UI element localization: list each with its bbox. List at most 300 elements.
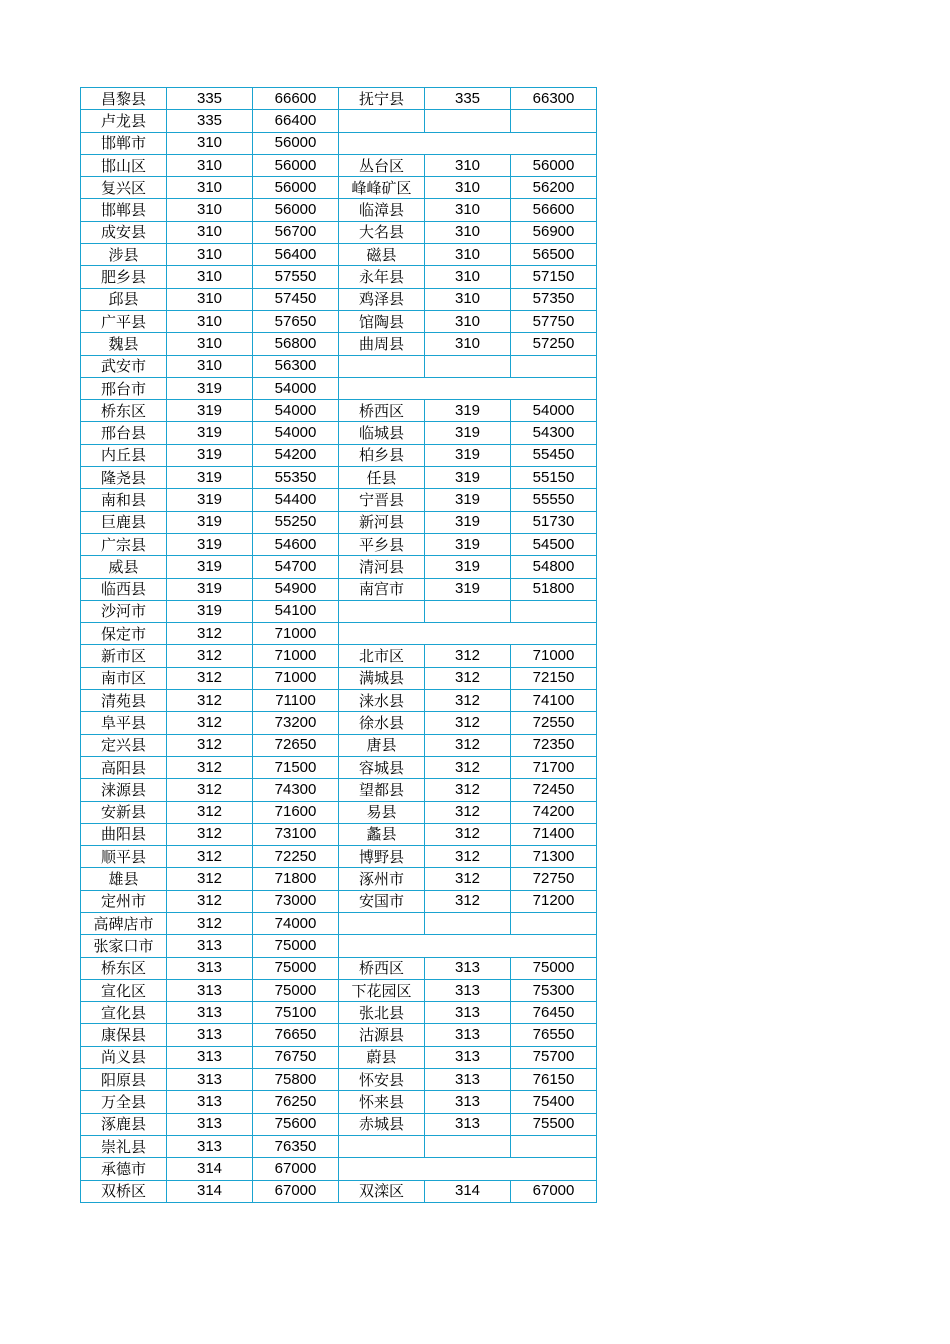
area-code-cell: 312 — [425, 846, 511, 868]
table-row — [81, 444, 597, 466]
county-name-cell — [339, 355, 425, 377]
county-name-cell: 张家口市 — [81, 935, 167, 957]
postal-code-cell: 55550 — [511, 489, 597, 511]
county-name-cell: 雄县 — [81, 868, 167, 890]
county-name-cell: 卢龙县 — [81, 110, 167, 132]
postal-code-cell: 51730 — [511, 511, 597, 533]
table-row — [81, 756, 597, 778]
county-name-cell: 涞源县 — [81, 779, 167, 801]
postal-code-cell: 56000 — [253, 199, 339, 221]
county-name-cell — [339, 912, 425, 934]
postal-code-cell: 56800 — [253, 333, 339, 355]
area-code-cell: 313 — [167, 957, 253, 979]
postal-code-cell: 67000 — [253, 1180, 339, 1202]
postal-code-cell: 76450 — [511, 1002, 597, 1024]
area-code-cell — [425, 600, 511, 622]
county-name-cell: 峰峰矿区 — [339, 177, 425, 199]
county-name-cell: 桥西区 — [339, 957, 425, 979]
area-code-cell: 313 — [167, 1069, 253, 1091]
postal-code-cell: 57750 — [511, 310, 597, 332]
postal-code-cell: 71200 — [511, 890, 597, 912]
postal-code-cell: 72250 — [253, 846, 339, 868]
table-row — [81, 333, 597, 355]
area-code-cell: 319 — [425, 533, 511, 555]
county-name-cell: 涉县 — [81, 244, 167, 266]
postal-code-cell: 56000 — [253, 132, 339, 154]
county-name-cell: 武安市 — [81, 355, 167, 377]
area-code-cell: 319 — [425, 444, 511, 466]
postal-code-cell: 54000 — [253, 400, 339, 422]
county-name-cell: 清河县 — [339, 556, 425, 578]
county-name-cell: 北市区 — [339, 645, 425, 667]
area-code-cell: 319 — [167, 489, 253, 511]
postal-code-cell: 56300 — [253, 355, 339, 377]
county-name-cell: 安新县 — [81, 801, 167, 823]
county-name-cell: 临漳县 — [339, 199, 425, 221]
county-name-cell: 大名县 — [339, 221, 425, 243]
area-code-cell: 335 — [167, 88, 253, 110]
county-name-cell: 定兴县 — [81, 734, 167, 756]
area-code-cell: 310 — [425, 154, 511, 176]
area-code-cell: 319 — [425, 467, 511, 489]
county-name-cell: 蔚县 — [339, 1046, 425, 1068]
table-row — [81, 110, 597, 132]
area-code-cell: 312 — [167, 690, 253, 712]
postal-code-cell: 55250 — [253, 511, 339, 533]
postal-code-cell: 66600 — [253, 88, 339, 110]
county-name-cell: 易县 — [339, 801, 425, 823]
county-name-cell: 磁县 — [339, 244, 425, 266]
county-name-cell: 蠡县 — [339, 823, 425, 845]
county-name-cell: 张北县 — [339, 1002, 425, 1024]
area-code-cell: 310 — [425, 177, 511, 199]
area-code-cell: 312 — [425, 779, 511, 801]
table-row — [81, 600, 597, 622]
postal-code-cell — [511, 110, 597, 132]
postal-code-cell: 67000 — [253, 1158, 339, 1180]
table-row — [81, 88, 597, 110]
area-code-cell: 312 — [425, 890, 511, 912]
postal-code-cell: 75400 — [511, 1091, 597, 1113]
area-code-cell: 314 — [167, 1180, 253, 1202]
county-name-cell: 沽源县 — [339, 1024, 425, 1046]
county-name-cell: 丛台区 — [339, 154, 425, 176]
postal-code-cell: 54800 — [511, 556, 597, 578]
area-code-cell: 319 — [167, 511, 253, 533]
area-code-cell: 313 — [425, 1024, 511, 1046]
postal-code-cell: 71800 — [253, 868, 339, 890]
area-code-cell: 312 — [167, 846, 253, 868]
empty-cell — [339, 132, 597, 154]
postal-code-cell: 57550 — [253, 266, 339, 288]
area-code-cell: 310 — [425, 310, 511, 332]
area-code-cell: 312 — [167, 645, 253, 667]
table-row — [81, 221, 597, 243]
county-name-cell: 新市区 — [81, 645, 167, 667]
table-body — [81, 88, 597, 1203]
county-name-cell: 曲周县 — [339, 333, 425, 355]
county-name-cell: 桥东区 — [81, 400, 167, 422]
postal-code-cell: 76150 — [511, 1069, 597, 1091]
postal-code-cell: 54100 — [253, 600, 339, 622]
postal-code-cell: 75000 — [253, 957, 339, 979]
county-name-cell: 保定市 — [81, 623, 167, 645]
area-code-cell: 313 — [167, 1024, 253, 1046]
county-name-cell: 南宫市 — [339, 578, 425, 600]
table-row — [81, 890, 597, 912]
postal-code-cell: 74300 — [253, 779, 339, 801]
postal-code-cell: 71500 — [253, 756, 339, 778]
empty-cell — [339, 935, 597, 957]
area-code-cell: 310 — [167, 244, 253, 266]
county-name-cell: 安国市 — [339, 890, 425, 912]
table-row — [81, 266, 597, 288]
county-name-cell: 任县 — [339, 467, 425, 489]
area-code-cell: 312 — [425, 645, 511, 667]
area-code-cell: 313 — [425, 1002, 511, 1024]
county-name-cell: 双滦区 — [339, 1180, 425, 1202]
area-code-cell: 312 — [167, 667, 253, 689]
area-code-cell: 310 — [167, 333, 253, 355]
postal-code-cell: 72750 — [511, 868, 597, 890]
county-name-cell: 怀来县 — [339, 1091, 425, 1113]
table-row — [81, 1002, 597, 1024]
county-name-cell: 肥乡县 — [81, 266, 167, 288]
postal-code-cell: 72550 — [511, 712, 597, 734]
county-name-cell: 康保县 — [81, 1024, 167, 1046]
postal-code-cell: 71000 — [253, 667, 339, 689]
county-name-cell: 平乡县 — [339, 533, 425, 555]
postal-code-cell: 71400 — [511, 823, 597, 845]
postal-code-cell: 54500 — [511, 533, 597, 555]
county-name-cell: 曲阳县 — [81, 823, 167, 845]
county-name-cell: 桥东区 — [81, 957, 167, 979]
area-code-cell: 319 — [425, 400, 511, 422]
county-name-cell: 清苑县 — [81, 690, 167, 712]
area-code-cell: 312 — [425, 868, 511, 890]
postal-code-cell: 76650 — [253, 1024, 339, 1046]
postal-code-cell: 57650 — [253, 310, 339, 332]
area-code-cell: 312 — [167, 868, 253, 890]
table-row — [81, 734, 597, 756]
postal-code-cell: 76350 — [253, 1135, 339, 1157]
table-row — [81, 623, 597, 645]
table-row — [81, 957, 597, 979]
county-name-cell: 内丘县 — [81, 444, 167, 466]
area-code-cell: 310 — [425, 333, 511, 355]
postal-code-cell: 54900 — [253, 578, 339, 600]
table-row — [81, 132, 597, 154]
postal-code-cell: 72150 — [511, 667, 597, 689]
table-row — [81, 578, 597, 600]
county-name-cell: 昌黎县 — [81, 88, 167, 110]
area-code-cell: 319 — [425, 422, 511, 444]
table-row — [81, 556, 597, 578]
table-row — [81, 779, 597, 801]
county-name-cell: 赤城县 — [339, 1113, 425, 1135]
county-name-cell: 邯郸市 — [81, 132, 167, 154]
postal-code-cell: 75000 — [253, 935, 339, 957]
table-row — [81, 489, 597, 511]
table-row — [81, 912, 597, 934]
area-code-cell: 312 — [167, 779, 253, 801]
county-name-cell: 威县 — [81, 556, 167, 578]
county-name-cell — [339, 600, 425, 622]
county-name-cell: 邱县 — [81, 288, 167, 310]
postal-code-cell: 75500 — [511, 1113, 597, 1135]
county-name-cell: 巨鹿县 — [81, 511, 167, 533]
table-row — [81, 823, 597, 845]
postal-code-cell: 54700 — [253, 556, 339, 578]
table-row — [81, 288, 597, 310]
table-row — [81, 1180, 597, 1202]
postal-code-cell: 76550 — [511, 1024, 597, 1046]
county-name-cell: 万全县 — [81, 1091, 167, 1113]
county-name-cell: 邢台市 — [81, 377, 167, 399]
postal-code-cell: 74000 — [253, 912, 339, 934]
county-name-cell: 顺平县 — [81, 846, 167, 868]
postal-code-cell: 76250 — [253, 1091, 339, 1113]
table-row — [81, 400, 597, 422]
area-code-cell: 310 — [425, 244, 511, 266]
table-row — [81, 1024, 597, 1046]
county-name-cell: 邯郸县 — [81, 199, 167, 221]
area-code-cell — [425, 355, 511, 377]
empty-cell — [339, 377, 597, 399]
postal-code-cell: 54300 — [511, 422, 597, 444]
area-code-cell: 335 — [425, 88, 511, 110]
county-name-cell: 南和县 — [81, 489, 167, 511]
area-code-cell: 313 — [167, 1002, 253, 1024]
county-name-cell: 高碑店市 — [81, 912, 167, 934]
area-code-cell: 319 — [167, 600, 253, 622]
postal-code-cell: 54000 — [253, 377, 339, 399]
postal-code-cell: 54400 — [253, 489, 339, 511]
table-row — [81, 310, 597, 332]
county-name-cell: 临西县 — [81, 578, 167, 600]
table-row — [81, 846, 597, 868]
postal-code-cell: 71000 — [253, 623, 339, 645]
table-row — [81, 467, 597, 489]
county-name-cell: 广平县 — [81, 310, 167, 332]
postal-code-cell: 57350 — [511, 288, 597, 310]
area-code-cell: 319 — [167, 533, 253, 555]
area-code-cell: 319 — [167, 400, 253, 422]
postal-code-cell: 55450 — [511, 444, 597, 466]
area-code-cell: 313 — [425, 1046, 511, 1068]
county-name-cell: 新河县 — [339, 511, 425, 533]
area-code-cell: 310 — [167, 177, 253, 199]
postal-code-cell: 55150 — [511, 467, 597, 489]
county-name-cell: 南市区 — [81, 667, 167, 689]
table-row — [81, 868, 597, 890]
area-code-cell: 312 — [167, 756, 253, 778]
postal-code-cell: 75800 — [253, 1069, 339, 1091]
area-code-cell: 319 — [425, 578, 511, 600]
area-code-cell: 310 — [425, 199, 511, 221]
area-code-cell: 310 — [167, 288, 253, 310]
postal-code-cell: 66400 — [253, 110, 339, 132]
postal-code-cell: 73200 — [253, 712, 339, 734]
postal-code-cell: 74200 — [511, 801, 597, 823]
county-name-cell: 临城县 — [339, 422, 425, 444]
postal-code-cell: 54600 — [253, 533, 339, 555]
area-code-cell: 310 — [167, 355, 253, 377]
postal-code-cell: 75000 — [511, 957, 597, 979]
area-code-cell: 310 — [167, 132, 253, 154]
area-code-cell: 312 — [167, 801, 253, 823]
area-code-cell: 310 — [167, 199, 253, 221]
area-code-cell: 310 — [425, 221, 511, 243]
county-name-cell: 魏县 — [81, 333, 167, 355]
postal-code-cell: 56000 — [253, 154, 339, 176]
county-name-cell: 唐县 — [339, 734, 425, 756]
area-code-cell: 319 — [167, 467, 253, 489]
county-name-cell: 定州市 — [81, 890, 167, 912]
postal-code-cell: 75100 — [253, 1002, 339, 1024]
table-row — [81, 1135, 597, 1157]
postal-code-cell: 51800 — [511, 578, 597, 600]
county-name-cell: 沙河市 — [81, 600, 167, 622]
area-code-cell — [425, 1135, 511, 1157]
area-code-cell: 313 — [167, 1113, 253, 1135]
area-code-cell: 310 — [167, 310, 253, 332]
postal-code-cell: 57250 — [511, 333, 597, 355]
county-name-cell: 隆尧县 — [81, 467, 167, 489]
county-name-cell: 博野县 — [339, 846, 425, 868]
table-row — [81, 667, 597, 689]
area-code-cell: 310 — [167, 154, 253, 176]
postal-code-cell: 71000 — [253, 645, 339, 667]
postal-code-cell: 67000 — [511, 1180, 597, 1202]
county-name-cell: 徐水县 — [339, 712, 425, 734]
postal-code-cell: 56500 — [511, 244, 597, 266]
table-row — [81, 1091, 597, 1113]
postal-code-cell: 71100 — [253, 690, 339, 712]
area-code-cell: 312 — [167, 890, 253, 912]
area-code-cell: 312 — [425, 667, 511, 689]
table-row — [81, 377, 597, 399]
county-name-cell: 双桥区 — [81, 1180, 167, 1202]
area-code-cell: 319 — [167, 422, 253, 444]
area-code-cell: 319 — [425, 556, 511, 578]
area-code-cell: 314 — [425, 1180, 511, 1202]
postal-code-cell: 57150 — [511, 266, 597, 288]
postal-code-cell: 76750 — [253, 1046, 339, 1068]
postal-code-cell: 71000 — [511, 645, 597, 667]
postal-code-cell: 73100 — [253, 823, 339, 845]
county-name-cell: 涞水县 — [339, 690, 425, 712]
area-code-cell: 313 — [167, 935, 253, 957]
county-name-cell: 崇礼县 — [81, 1135, 167, 1157]
table-row — [81, 1069, 597, 1091]
table-row — [81, 154, 597, 176]
area-code-cell: 312 — [425, 823, 511, 845]
table-row — [81, 645, 597, 667]
area-code-cell: 310 — [167, 221, 253, 243]
area-code-cell: 313 — [167, 1046, 253, 1068]
county-name-cell: 怀安县 — [339, 1069, 425, 1091]
area-code-cell: 312 — [425, 756, 511, 778]
area-code-cell: 313 — [167, 1091, 253, 1113]
table-row — [81, 355, 597, 377]
table-row — [81, 199, 597, 221]
county-name-cell: 馆陶县 — [339, 310, 425, 332]
county-name-cell: 邢台县 — [81, 422, 167, 444]
county-name-cell: 邯山区 — [81, 154, 167, 176]
postal-code-cell: 56200 — [511, 177, 597, 199]
postal-code-cell: 72450 — [511, 779, 597, 801]
county-name-cell: 复兴区 — [81, 177, 167, 199]
postal-code-cell: 56000 — [253, 177, 339, 199]
area-code-cell: 312 — [167, 823, 253, 845]
empty-cell — [339, 623, 597, 645]
county-name-cell: 抚宁县 — [339, 88, 425, 110]
postal-code-cell: 72350 — [511, 734, 597, 756]
county-name-cell: 宁晋县 — [339, 489, 425, 511]
area-code-cell: 319 — [167, 578, 253, 600]
table-row — [81, 533, 597, 555]
county-name-cell: 承德市 — [81, 1158, 167, 1180]
county-name-cell: 广宗县 — [81, 533, 167, 555]
area-code-cell: 319 — [167, 444, 253, 466]
area-code-cell: 312 — [167, 734, 253, 756]
area-code-cell: 312 — [167, 712, 253, 734]
county-name-cell: 容城县 — [339, 756, 425, 778]
postal-code-cell: 74100 — [511, 690, 597, 712]
area-code-cell: 312 — [167, 912, 253, 934]
county-name-cell: 涿鹿县 — [81, 1113, 167, 1135]
postal-code-cell: 56700 — [253, 221, 339, 243]
area-code-cell — [425, 912, 511, 934]
county-name-cell: 宣化县 — [81, 1002, 167, 1024]
postal-code-cell: 57450 — [253, 288, 339, 310]
area-code-cell: 313 — [425, 957, 511, 979]
postal-code-cell: 56000 — [511, 154, 597, 176]
area-code-cell: 313 — [425, 979, 511, 1001]
postal-code-cell: 66300 — [511, 88, 597, 110]
postal-code-cell: 54200 — [253, 444, 339, 466]
postal-code-cell: 56900 — [511, 221, 597, 243]
county-name-cell — [339, 110, 425, 132]
county-name-cell: 宣化区 — [81, 979, 167, 1001]
county-name-cell: 望都县 — [339, 779, 425, 801]
postal-code-table — [80, 87, 597, 1203]
county-name-cell: 柏乡县 — [339, 444, 425, 466]
postal-code-cell: 71300 — [511, 846, 597, 868]
postal-code-cell — [511, 1135, 597, 1157]
postal-code-cell: 54000 — [511, 400, 597, 422]
postal-code-cell: 73000 — [253, 890, 339, 912]
county-name-cell: 高阳县 — [81, 756, 167, 778]
table-row — [81, 511, 597, 533]
county-name-cell: 涿州市 — [339, 868, 425, 890]
area-code-cell: 312 — [425, 801, 511, 823]
area-code-cell: 319 — [425, 511, 511, 533]
area-code-cell: 314 — [167, 1158, 253, 1180]
postal-code-cell: 75000 — [253, 979, 339, 1001]
table-row — [81, 1113, 597, 1135]
area-code-cell: 312 — [167, 623, 253, 645]
postal-code-cell: 56400 — [253, 244, 339, 266]
postal-code-cell: 71600 — [253, 801, 339, 823]
county-name-cell: 桥西区 — [339, 400, 425, 422]
postal-code-cell: 75600 — [253, 1113, 339, 1135]
area-code-cell: 313 — [425, 1069, 511, 1091]
county-name-cell — [339, 1135, 425, 1157]
area-code-cell: 319 — [167, 556, 253, 578]
table-row — [81, 690, 597, 712]
